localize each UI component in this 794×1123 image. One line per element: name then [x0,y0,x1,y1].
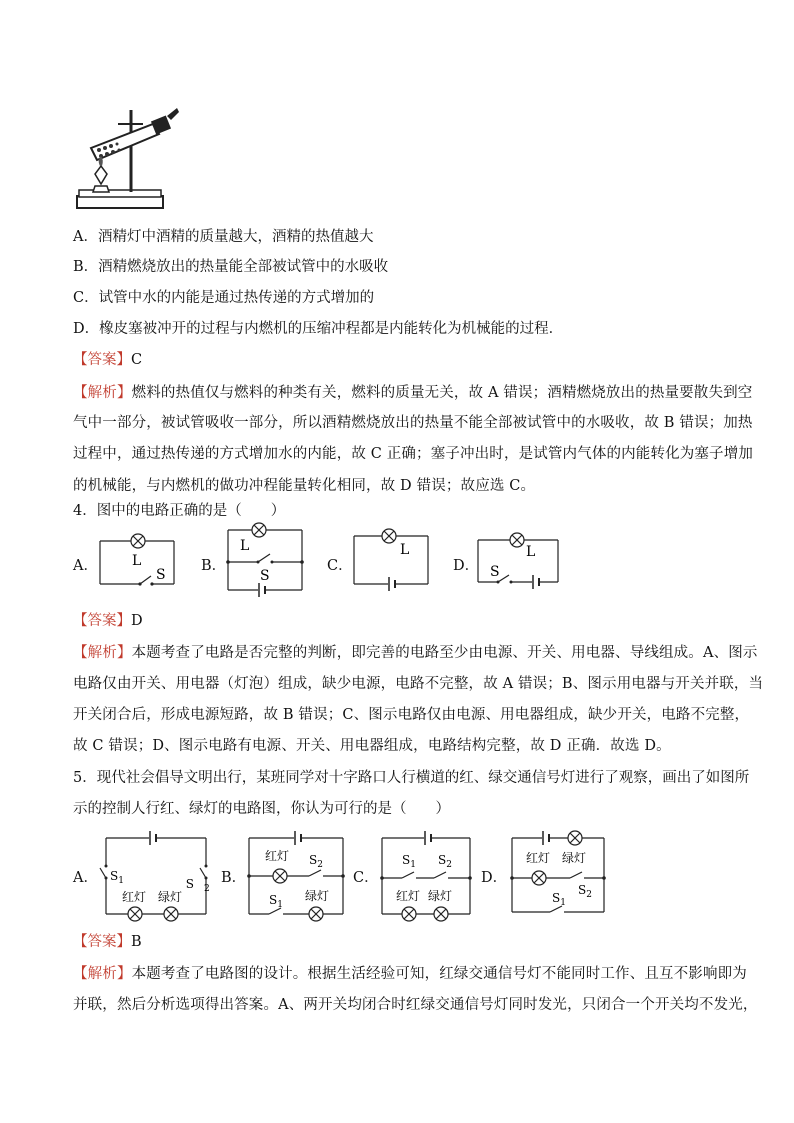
q5-circuit-d [506,822,610,918]
q3-analysis-line-1 [73,383,752,403]
q4-option-c-label: C． [327,558,353,574]
red-lamp-label: 红灯 [122,890,147,904]
answer-value: C [131,352,143,368]
green-lamp-label: 绿灯 [562,851,587,865]
q4-circuit-b [224,522,310,598]
q4-circuit-c [350,526,434,592]
q4-answer [73,611,143,631]
q4-analysis-line-1 [73,643,758,663]
answer-tag: 【答案】 [73,613,131,629]
q4-circuit-a [96,532,180,590]
q3-option-b: B．酒精燃烧放出的热量能全部被试管中的水吸收 [73,259,389,275]
q4-analysis-line-3: 开关闭合后，形成电源短路，故 B 错误；C、图示电路仅由电源、用电器组成，缺少开关，电路不完整， [73,707,750,723]
green-lamp-label: 绿灯 [428,889,453,903]
switch-label: S [156,567,166,583]
svg-text:S1: $S_1$ [402,853,416,870]
svg-text:S2: $S_2$ [309,853,323,870]
q4-circuit-d [474,526,564,592]
svg-text:2: 2 [204,884,210,894]
red-lamp-label: 红灯 [396,889,421,903]
q4-stem: 4．图中的电路正确的是（ ） [73,503,286,519]
q4-analysis-line-4: 故 C 错误；D、图示电路有电源、开关、用电器组成，电路结构完整，故 D 正确．故选 D。 [73,738,671,754]
q3-answer [73,350,142,370]
q5-stem-line-2: 示的控制人行红、绿灯的电路图，你认为可行的是（ ） [73,801,450,817]
answer-value: B [131,934,142,950]
q5-analysis-line-2: 并联，然后分析选项得出答案。A、两开关均闭合时红绿交通信号灯同时发光，只闭合一个开关均不发光， [73,997,758,1013]
lamp-label: L [400,542,410,558]
svg-text:S2: $S_2$ [438,853,452,870]
q5-stem-line-1: 5．现代社会倡导文明出行，某班同学对十字路口人行横道的红、绿交通信号灯进行了观察，画出了如图所 [73,770,750,786]
analysis-tag: 【解析】 [73,966,132,982]
svg-text:S2: $S_2$ [578,883,592,900]
q5-answer [73,932,142,952]
q4-option-d-label: D． [453,558,480,574]
q3-analysis-line-2: 气中一部分，被试管吸收一部分，所以酒精燃烧放出的热量不能全部被试管中的水吸收，故 B 错误；加热 [73,415,753,431]
analysis-tag: 【解析】 [73,645,132,661]
q5-option-a-label: A． [73,870,98,886]
answer-tag: 【答案】 [73,352,131,368]
q4-analysis-line-2: 电路仅由开关、用电器（灯泡）组成，缺少电源，电路不完整，故 A 错误；B、图示用电器与开关并联，当 [73,676,764,692]
q5-circuit-a [96,826,218,928]
q3-option-c: C．试管中水的内能是通过热传递的方式增加的 [73,290,375,306]
answer-value: D [131,613,143,629]
q5-option-d-label: D． [481,870,508,886]
q5-analysis-line-1 [73,964,747,984]
red-lamp-label: 红灯 [526,851,551,865]
analysis-tag: 【解析】 [73,385,132,401]
lamp-label: L [240,538,250,554]
q3-analysis-line-3: 过程中，通过热传递的方式增加水的内能，故 C 正确；塞子冲出时，是试管内气体的内能转化为塞子增加 [73,446,754,462]
q3-option-d: D．橡皮塞被冲开的过程与内燃机的压缩冲程都是内能转化为机械能的过程． [73,321,564,337]
q5-circuit-b [243,826,351,928]
svg-text:S: S [185,877,194,891]
svg-text:S1: $S_1$ [552,891,566,908]
svg-text:S1: $S_1$ [110,869,124,886]
red-lamp-label: 红灯 [265,849,290,863]
analysis-text: 本题考查了电路是否完整的判断，即完善的电路至少由电源、开关、用电器、导线组成。A、图示 [131,645,758,661]
green-lamp-label: 绿灯 [158,890,183,904]
lamp-label: L [526,544,536,560]
answer-tag: 【答案】 [73,934,131,950]
q5-option-b-label: B． [221,870,247,886]
analysis-text: 燃料的热值仅与燃料的种类有关，燃料的质量无关，故 A 错误；酒精燃烧放出的热量要散失到空 [131,385,753,401]
q3-option-a: A．酒精灯中酒精的质量越大，酒精的热值越大 [73,229,374,245]
lamp-label: L [132,553,142,569]
svg-text:S1: $S_1$ [269,893,283,910]
switch-label: S [490,564,500,580]
q5-option-c-label: C． [353,870,379,886]
q5-circuit-c [376,826,476,928]
analysis-text: 本题考查了电路图的设计。根据生活经验可知，红绿交通信号灯不能同时工作、且互不影响即为 [131,966,747,982]
q3-analysis-line-4: 的机械能，与内燃机的做功冲程能量转化相同，故 D 错误；故应选 C。 [73,478,536,494]
apparatus-figure [73,104,183,212]
q4-option-a-label: A． [73,558,98,574]
q4-option-b-label: B． [201,558,227,574]
switch-label: S [260,568,270,584]
green-lamp-label: 绿灯 [305,889,330,903]
